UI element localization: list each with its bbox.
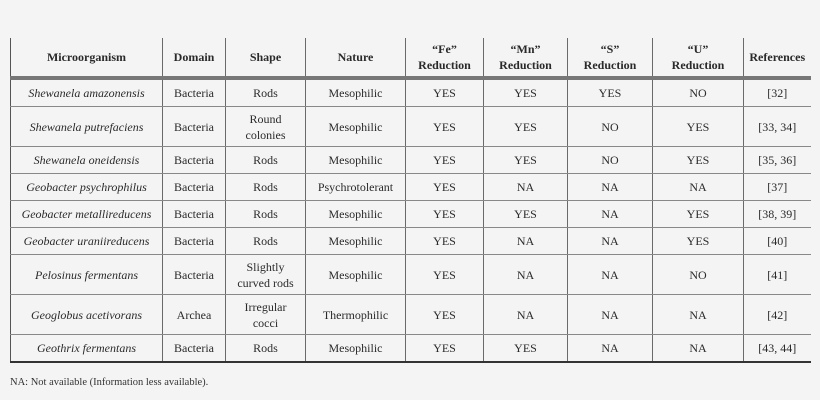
cell-shape [226, 174, 306, 201]
cell-references: [35, 36] [744, 147, 811, 174]
cell-nature: Mesophilic [306, 201, 406, 228]
cell-references: [37] [744, 174, 811, 201]
cell-references: [43, 44] [744, 335, 811, 363]
cell-domain: Bacteria [163, 174, 226, 201]
cell-mn: YES [484, 147, 568, 174]
cell-nature: Mesophilic [306, 78, 406, 107]
header-label: Domain [173, 50, 215, 64]
cell-s: NO [568, 147, 653, 174]
cell-organism: Geoglobus acetivorans [11, 295, 163, 335]
table-row [11, 78, 811, 107]
header-row [11, 38, 811, 78]
cell-fe: YES [406, 78, 484, 107]
cell-shape [226, 107, 306, 147]
cell-u: YES [653, 147, 744, 174]
shape-text: Rods [253, 180, 278, 194]
cell-domain: Bacteria [163, 255, 226, 295]
cell-shape [226, 147, 306, 174]
header-microorganism [11, 38, 163, 78]
cell-s: NA [568, 174, 653, 201]
cell-organism: Shewanela amazonensis [11, 78, 163, 107]
shape-text: Rods [253, 86, 278, 100]
header-label: “Fe” [432, 42, 457, 56]
cell-mn: YES [484, 335, 568, 363]
header-mn-reduction [484, 38, 568, 78]
cell-domain: Bacteria [163, 147, 226, 174]
header-label: Reduction [418, 58, 471, 72]
cell-nature: Thermophilic [306, 295, 406, 335]
table-row [11, 255, 811, 295]
header-label: Reduction [583, 58, 637, 72]
cell-shape [226, 201, 306, 228]
cell-organism: Pelosinus fermentans [11, 255, 163, 295]
cell-organism: Shewanela oneidensis [11, 147, 163, 174]
cell-domain: Bacteria [163, 228, 226, 255]
header-label: Shape [249, 50, 282, 64]
shape-text: Slightly [246, 259, 285, 274]
shape-text: Rods [253, 234, 278, 248]
cell-mn: NA [484, 295, 568, 335]
cell-organism: Shewanela putrefaciens [11, 107, 163, 147]
shape-text: Irregular [244, 299, 287, 314]
table-row [11, 295, 811, 335]
shape-text: Round [249, 111, 282, 126]
cell-nature: Mesophilic [306, 147, 406, 174]
header-s-reduction [568, 38, 653, 78]
cell-mn: NA [484, 255, 568, 295]
header-domain [163, 38, 226, 78]
cell-s: NA [568, 295, 653, 335]
cell-u: YES [653, 228, 744, 255]
shape-text: Rods [253, 341, 278, 355]
cell-organism: Geothrix fermentans [11, 335, 163, 363]
header-fe-reduction [406, 38, 484, 78]
cell-fe: YES [406, 107, 484, 147]
cell-shape [226, 295, 306, 335]
cell-u: NO [653, 255, 744, 295]
cell-domain: Bacteria [163, 107, 226, 147]
cell-u: NO [653, 78, 744, 107]
shape-text: Rods [253, 207, 278, 221]
cell-mn: YES [484, 78, 568, 107]
cell-shape [226, 255, 306, 295]
header-label: Nature [337, 50, 374, 64]
microorganism-table-container [10, 38, 810, 363]
cell-s: NA [568, 335, 653, 363]
cell-references: [40] [744, 228, 811, 255]
header-nature [306, 38, 406, 78]
cell-domain: Bacteria [163, 78, 226, 107]
cell-fe: YES [406, 295, 484, 335]
table-row [11, 107, 811, 147]
cell-domain: Bacteria [163, 335, 226, 363]
cell-nature: Psychrotolerant [306, 174, 406, 201]
cell-references: [38, 39] [744, 201, 811, 228]
cell-s: YES [568, 78, 653, 107]
cell-fe: YES [406, 228, 484, 255]
cell-shape [226, 335, 306, 363]
cell-s: NA [568, 228, 653, 255]
header-label: Reduction [671, 58, 725, 72]
cell-mn: NA [484, 174, 568, 201]
cell-nature: Mesophilic [306, 255, 406, 295]
table-footnote: NA: Not available (Information less available). [10, 377, 209, 388]
cell-references: [41] [744, 255, 811, 295]
shape-text: Rods [253, 153, 278, 167]
table-row [11, 201, 811, 228]
cell-organism: Geobacter psychrophilus [11, 174, 163, 201]
cell-u: NA [653, 295, 744, 335]
cell-nature: Mesophilic [306, 107, 406, 147]
cell-mn: NA [484, 228, 568, 255]
cell-fe: YES [406, 255, 484, 295]
cell-references: [33, 34] [744, 107, 811, 147]
shape-text: cocci [252, 315, 279, 330]
table-row [11, 335, 811, 363]
table-row [11, 228, 811, 255]
cell-mn: YES [484, 107, 568, 147]
cell-organism: Geobacter metallireducens [11, 201, 163, 228]
shape-text: curved rods [237, 275, 294, 290]
header-label: “Mn” [510, 42, 541, 56]
cell-u: YES [653, 201, 744, 228]
header-u-reduction [653, 38, 744, 78]
cell-organism: Geobacter uraniireducens [11, 228, 163, 255]
cell-fe: YES [406, 335, 484, 363]
cell-shape [226, 78, 306, 107]
cell-domain: Archea [163, 295, 226, 335]
table-row [11, 174, 811, 201]
shape-text: colonies [245, 127, 286, 142]
cell-s: NA [568, 201, 653, 228]
cell-s: NO [568, 107, 653, 147]
cell-u: NA [653, 335, 744, 363]
cell-references: [42] [744, 295, 811, 335]
header-label: References [749, 50, 806, 64]
cell-fe: YES [406, 147, 484, 174]
cell-nature: Mesophilic [306, 335, 406, 363]
cell-s: NA [568, 255, 653, 295]
header-shape [226, 38, 306, 78]
cell-domain: Bacteria [163, 201, 226, 228]
cell-fe: YES [406, 201, 484, 228]
header-label: Reduction [499, 58, 552, 72]
cell-nature: Mesophilic [306, 228, 406, 255]
cell-fe: YES [406, 174, 484, 201]
header-references [744, 38, 811, 78]
header-label: “U” [687, 42, 709, 56]
microorganism-reduction-table [10, 38, 811, 363]
header-label: Microorganism [46, 50, 127, 64]
cell-references: [32] [744, 78, 811, 107]
table-row [11, 147, 811, 174]
cell-mn: YES [484, 201, 568, 228]
cell-shape [226, 228, 306, 255]
cell-u: NA [653, 174, 744, 201]
cell-u: YES [653, 107, 744, 147]
header-label: “S” [600, 42, 620, 56]
